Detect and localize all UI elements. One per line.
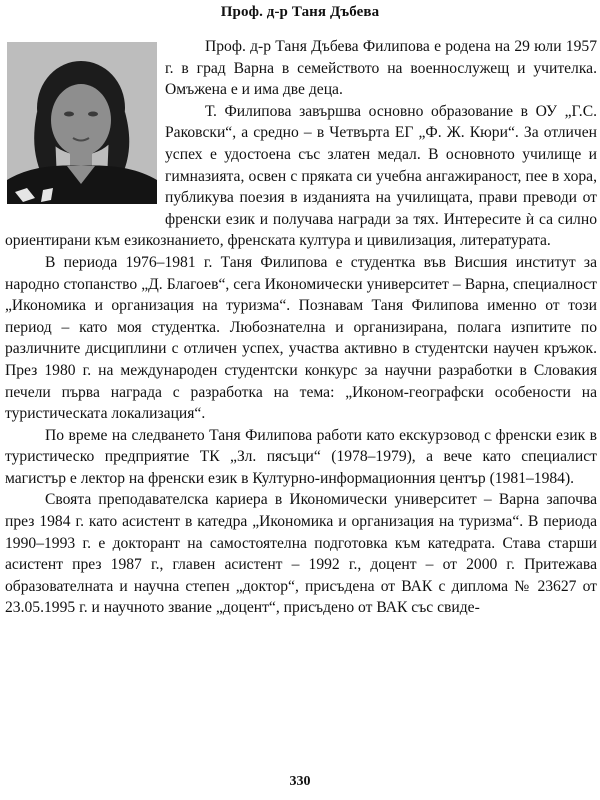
portrait-photo-icon [7,42,157,204]
page-number: 330 [289,774,311,789]
page-title: Проф. д-р Таня Дъбева [220,4,380,20]
paragraph-4: По време на следването Таня Филипова работи като екскурзовод с френски език в туристическо предприятие ТК „Зл. пясъци“ (1978–1979), а вече като специалист магистър е лектор на френски език в Културно-информационния център (1981–1984). [5,426,597,487]
paragraph-5: Своята преподавателска кариера в Икономически университет – Варна започва през 1984 г. като асистент в катедра „Икономика и организация на туризма“. В периода 1990–1993 г. е докторант на самостоятелна подготовка към катедрата. Става старши асистент през 1987 г., главен асистент – 1992 г., доцент – от 2000 г. Притежава образователната и научна степен „доктор“, присъдена от ВАК с диплома № 23627 от 23.05.1995 г. и научното звание „доцент“, присъдено от ВАК със свиде- [5,491,597,617]
portrait-photo [7,42,157,204]
paragraph-1: Проф. д-р Таня Дъбева Филипова е родена на 29 юли 1957 г. в град Варна в семейството на военнослужещ и учителка. Омъжена е и има две деца. [165,38,597,99]
paragraph-3: В периода 1976–1981 г. Таня Филипова е студентка във Висшия институт за народно стопанство „Д. Благоев“, сега Икономически университет – Варна, специалност „Икономика и организация на туризма“. Познавам Таня Филипова именно от този период – като моя студентка. Любознателна и организирана, полага изпитите по различните дисциплини с отличен успех, участва активно в студентски научен кръжок. През 1980 г. на международен студентски конкурс за научни разработки в Словакия печели първа награда с разработка на тема: „Иконом-географски особености на туристическата локализация“. [5,253,597,423]
paragraph-2: Т. Филипова завършва основно образование в ОУ „Г.С. Раковски“, а средно – в Четвърта ЕГ „Ф. Ж. Кюри“. За отличен успех е удостоена със златен медал. В основното училище и гимназията, освен с пряката си учебна ангажираност, пее в хора, публикува поезия в изданията на училищата, прави преводи от френски език и получава награди за тях. Интересите ѝ са силно ориентирани към езикознанието, френската култура и цивилизация, литературата. [5,102,597,250]
